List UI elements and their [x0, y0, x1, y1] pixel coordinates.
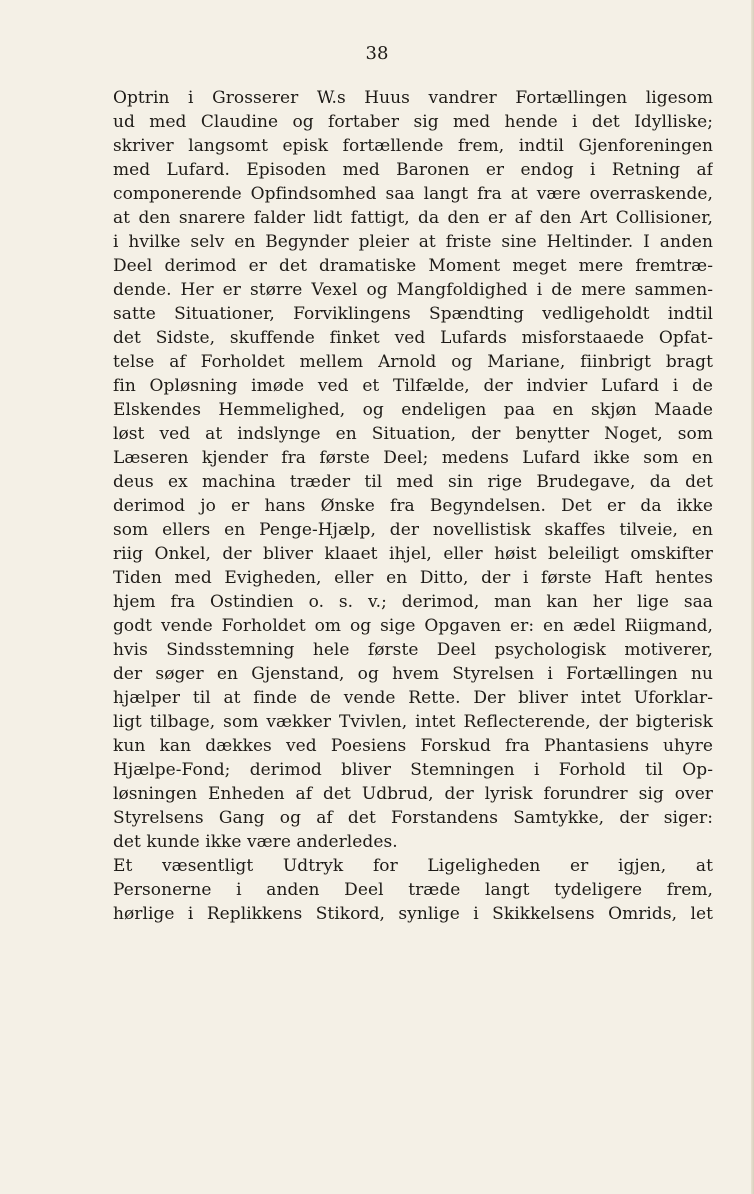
text-line: fin Opløsning imøde ved et Tilfælde, der indvier Lufard i de — [113, 376, 713, 396]
text-line: Personerne i anden Deel træde langt tydeligere frem, — [113, 880, 713, 900]
text-line: hjælper til at finde de vende Rette. Der bliver intet Uforklar- — [113, 688, 713, 708]
text-line: hjem fra Ostindien o. s. v.; derimod, man kan her lige saa — [113, 592, 713, 612]
text-line: Elskendes Hemmelighed, og endeligen paa en skjøn Maade — [113, 400, 713, 420]
text-line: kun kan dækkes ved Poesiens Forskud fra Phantasiens uhyre — [113, 736, 713, 756]
text-line: componerende Opfindsomhed saa langt fra at være overraskende, — [113, 184, 713, 204]
text-line: det kunde ikke være anderledes. — [113, 832, 398, 852]
text-line: med Lufard. Episoden med Baronen er endog i Retning af — [113, 160, 713, 180]
text-line: løsningen Enheden af det Udbrud, der lyrisk forundrer sig over — [113, 784, 713, 804]
body-text — [113, 86, 713, 926]
text-line: ud med Claudine og fortaber sig med hende i det Idylliske; — [113, 112, 713, 132]
text-line: derimod jo er hans Ønske fra Begyndelsen. Det er da ikke — [113, 496, 713, 516]
text-line: dende. Her er større Vexel og Mangfoldighed i de mere sammen- — [113, 280, 713, 300]
text-line: ligt tilbage, som vækker Tvivlen, intet Reflecterende, der bigterisk — [113, 712, 713, 732]
text-line: Læseren kjender fra første Deel; medens Lufard ikke som en — [113, 448, 713, 468]
text-line: satte Situationer, Forviklingens Spændting vedligeholdt indtil — [113, 304, 713, 324]
text-line: godt vende Forholdet om og sige Opgaven er: en ædel Riigmand, — [113, 616, 713, 636]
text-line: Deel derimod er det dramatiske Moment meget mere fremtræ- — [113, 256, 713, 276]
text-line: at den snarere falder lidt fattigt, da den er af den Art Collisioner, — [113, 208, 713, 228]
text-line: riig Onkel, der bliver klaaet ihjel, eller høist beleiligt omskifter — [113, 544, 713, 564]
text-line: skriver langsomt episk fortællende frem, indtil Gjenforeningen — [113, 136, 713, 156]
text-line: hvis Sindsstemning hele første Deel psychologisk motiverer, — [113, 640, 713, 660]
text-line: deus ex machina træder til med sin rige Brudegave, da det — [113, 472, 713, 492]
text-line: Styrelsens Gang og af det Forstandens Samtykke, der siger: — [113, 808, 713, 828]
text-line: som ellers en Penge-Hjælp, der novellistisk skaffes tilveie, en — [113, 520, 713, 540]
page-number: 38 — [365, 43, 389, 64]
text-line: Optrin i Grosserer W.s Huus vandrer Fortællingen ligesom — [113, 88, 713, 108]
text-line: Tiden med Evigheden, eller en Ditto, der i første Haft hentes — [113, 568, 713, 588]
text-line: løst ved at indslynge en Situation, der benytter Noget, som — [113, 424, 713, 444]
text-line: Et væsentligt Udtryk for Ligeligheden er igjen, at — [113, 856, 713, 876]
text-line: telse af Forholdet mellem Arnold og Mariane, fiinbrigt bragt — [113, 352, 713, 372]
text-line: hørlige i Replikkens Stikord, synlige i Skikkelsens Omrids, let — [113, 904, 713, 924]
text-line: i hvilke selv en Begynder pleier at friste sine Heltinder. I anden — [113, 232, 713, 252]
text-line: der søger en Gjenstand, og hvem Styrelsen i Fortællingen nu — [113, 664, 713, 684]
text-line: Hjælpe-Fond; derimod bliver Stemningen i Forhold til Op- — [113, 760, 713, 780]
text-line: det Sidste, skuffende finket ved Lufards misforstaaede Opfat- — [113, 328, 713, 348]
